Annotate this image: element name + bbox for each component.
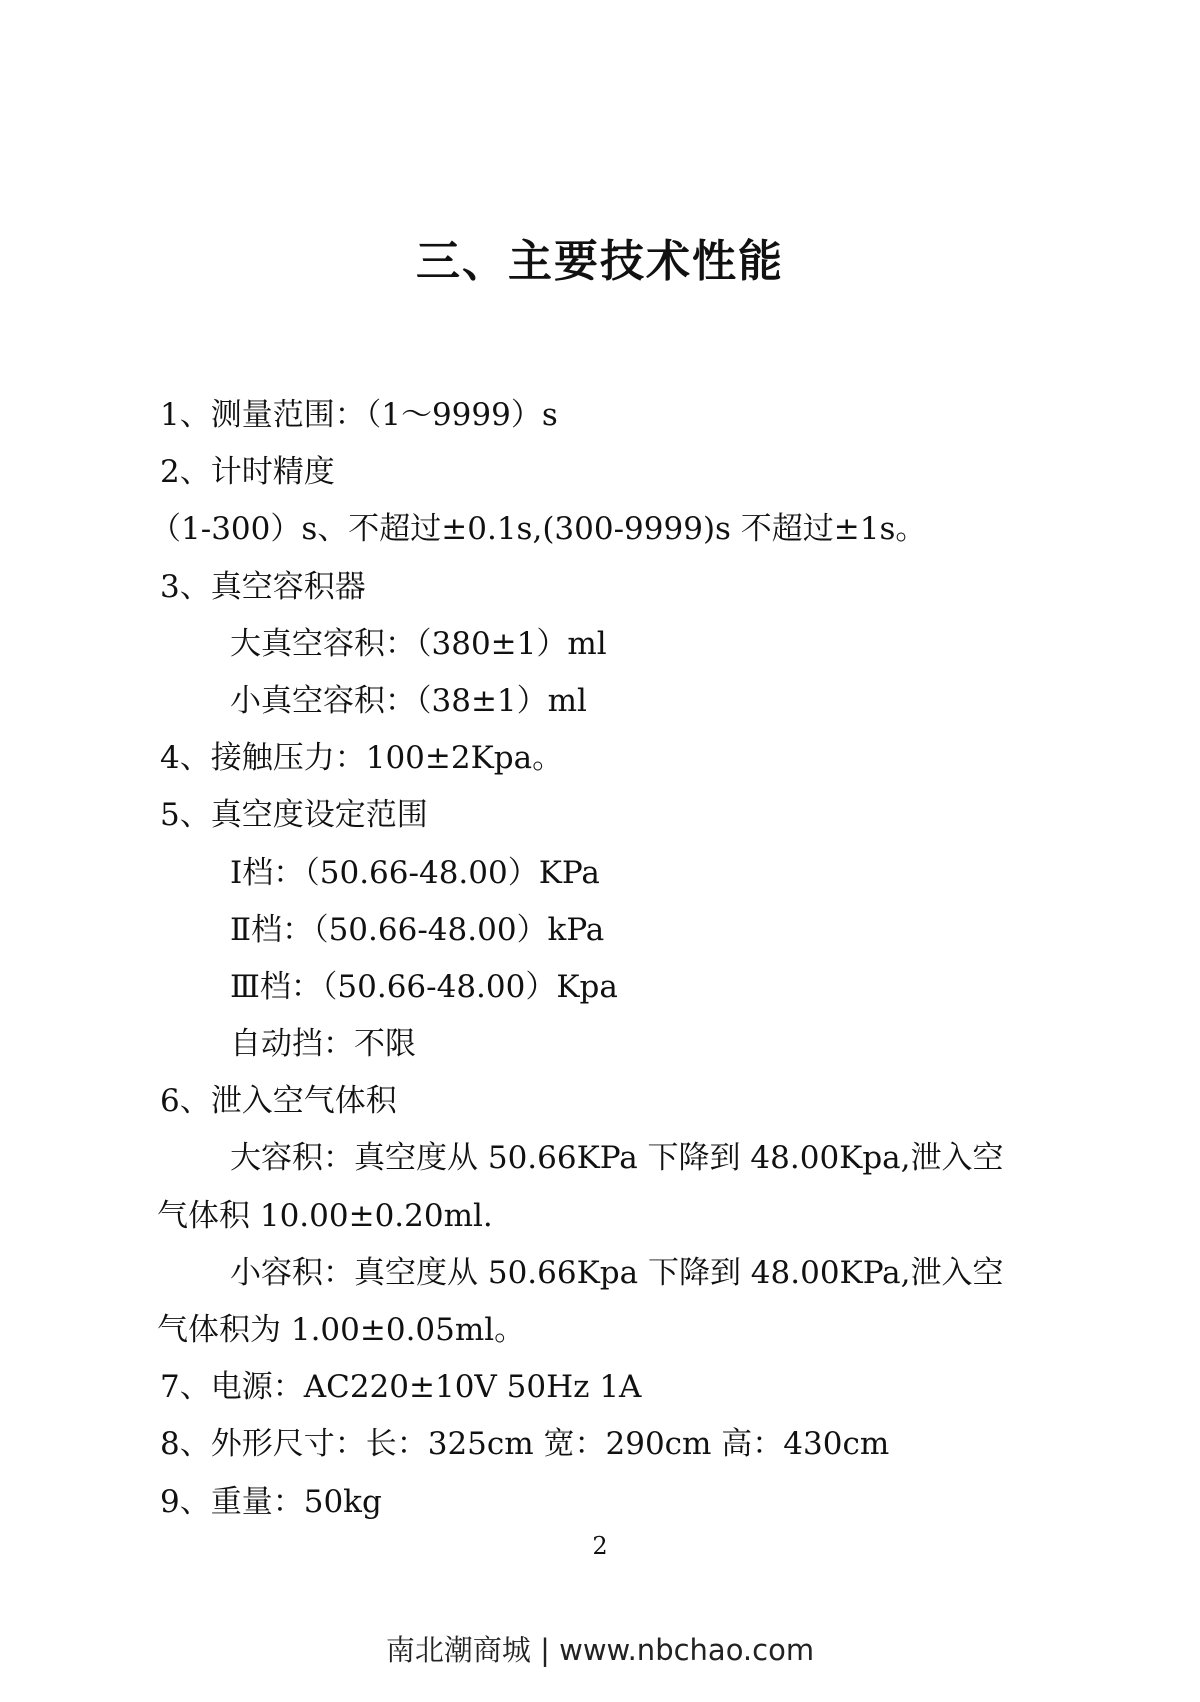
spec-leak-volume-large-cont: 气体积 10.00±0.20ml. (157, 1197, 493, 1234)
spec-measure-range: 1、测量范围：（1～9999）s (160, 397, 558, 433)
spec-leak-volume-large: 大容积：真空度从 50.66KPa 下降到 48.00Kpa,泄入空 (230, 1140, 1004, 1177)
spec-weight: 9、重量：50kg (160, 1483, 382, 1520)
spec-vacuum-volume: 3、真空容积器 (160, 568, 366, 605)
spec-leak-volume-small: 小容积：真空度从 50.66Kpa 下降到 48.00KPa,泄入空 (230, 1254, 1004, 1291)
spec-vacuum-range-gear-1: Ⅰ档：（50.66-48.00）KPa (230, 854, 600, 891)
spec-vacuum-range-gear-3: Ⅲ档：（50.66-48.00）Kpa (230, 968, 618, 1005)
spec-vacuum-volume-large: 大真空容积：（380±1）ml (230, 625, 607, 662)
spec-vacuum-volume-small: 小真空容积：（38±1）ml (230, 682, 587, 719)
spec-leak-volume-small-cont: 气体积为 1.00±0.05ml。 (157, 1312, 526, 1348)
spec-power: 7、电源：AC220±10V 50Hz 1A (160, 1369, 642, 1406)
spec-vacuum-range-gear-2: Ⅱ档：（50.66-48.00）kPa (230, 911, 605, 948)
footer-brand: 南北潮商城 | www.nbchao.com (385, 1633, 815, 1667)
spec-vacuum-range: 5、真空度设定范围 (160, 797, 428, 834)
spec-vacuum-range-auto: 自动挡：不限 (230, 1026, 416, 1063)
page-title: 三、主要技术性能 (416, 236, 784, 287)
spec-leak-volume: 6、泄入空气体积 (160, 1083, 397, 1120)
spec-list (150, 387, 1060, 1531)
spec-timing-accuracy-detail: （1-300）s、不超过±0.1s,(300-9999)s 不超过±1s。 (150, 511, 927, 548)
spec-contact-pressure: 4、接触压力：100±2Kpa。 (160, 740, 564, 777)
page-number: 2 (592, 1532, 608, 1560)
spec-timing-accuracy: 2、计时精度 (160, 454, 335, 491)
spec-dimensions: 8、外形尺寸：长：325cm 宽：290cm 高：430cm (160, 1426, 890, 1463)
